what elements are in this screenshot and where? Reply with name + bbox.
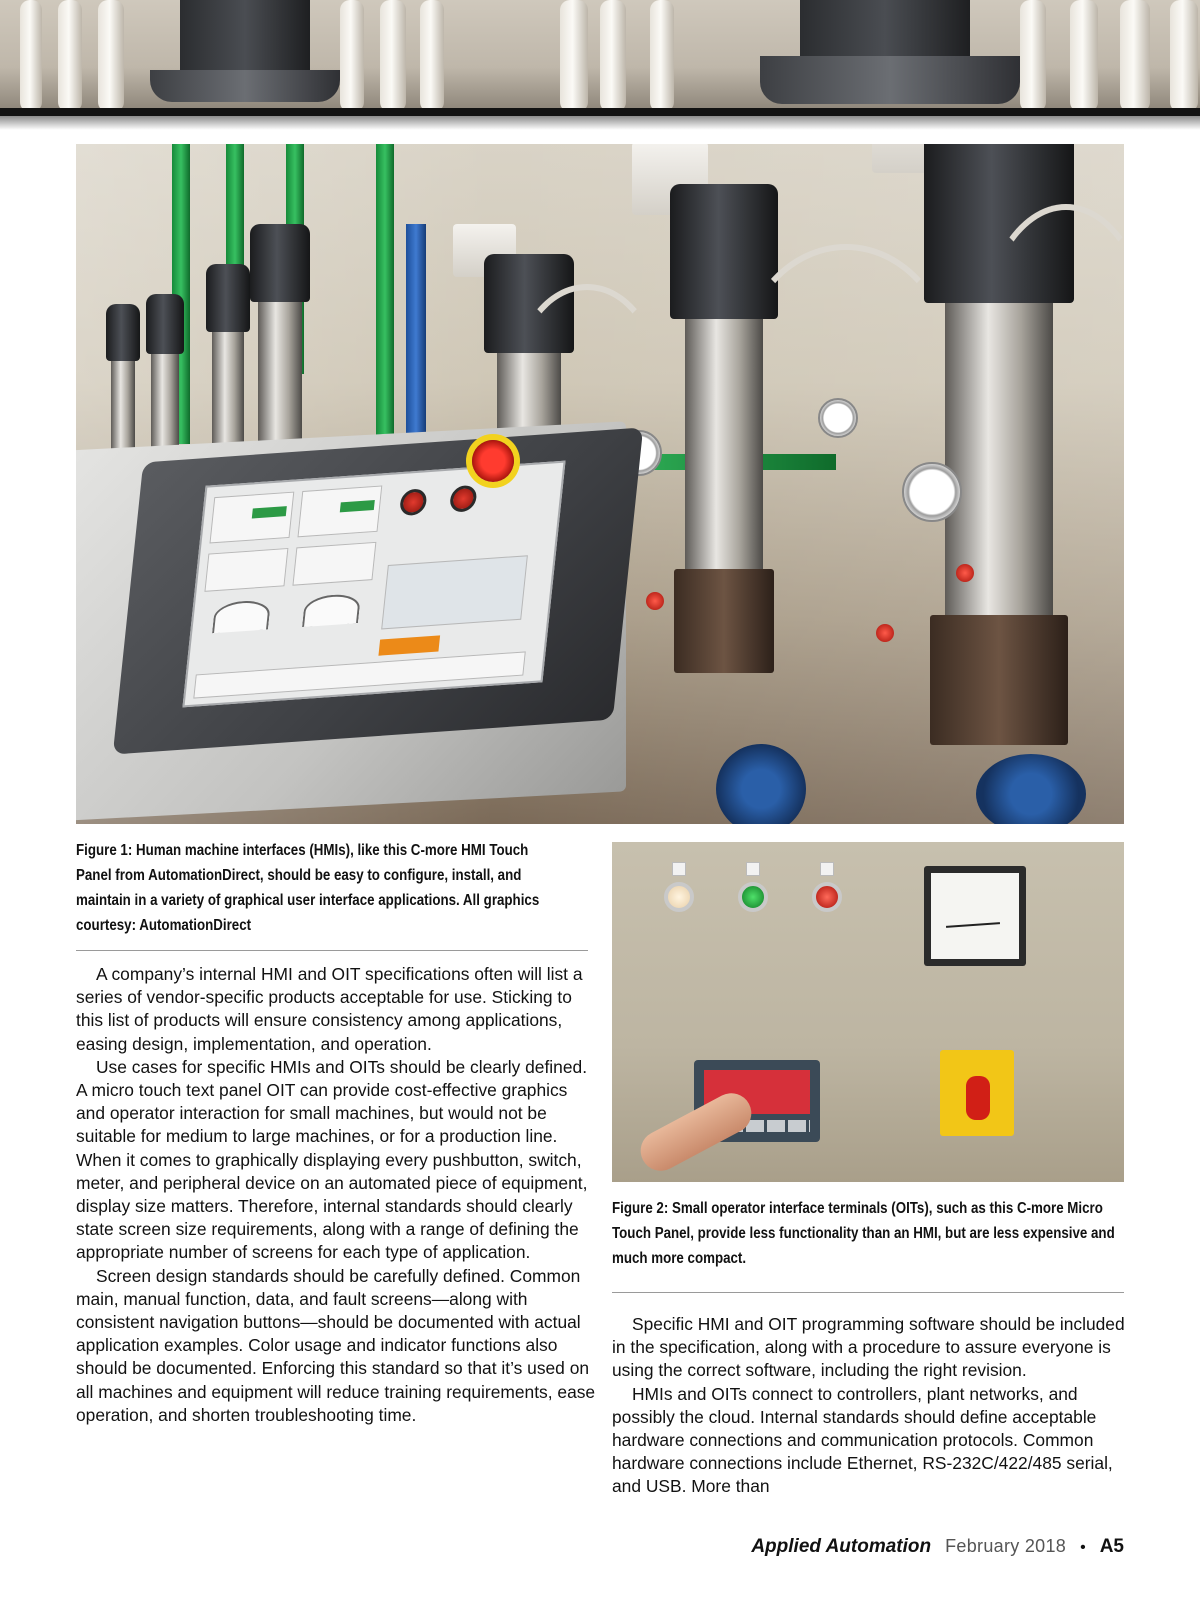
- issue-date: February 2018: [945, 1536, 1067, 1556]
- figure-2-caption: Figure 2: Small operator interface terminals (OITs), such as this C-more Micro Touch Panel, provide less functionality than an HMI, but are less expensive and much more compact.: [612, 1200, 1115, 1267]
- article-right-column: [612, 1313, 1132, 1499]
- caption-1-divider: [76, 950, 588, 951]
- page-number: A5: [1099, 1536, 1124, 1557]
- caption-2-divider: [612, 1292, 1124, 1293]
- article-left-column: [76, 963, 596, 1427]
- banner-divider: [0, 108, 1200, 116]
- paragraph: Specific HMI and OIT programming software should be included in the specification, along with a procedure to assure everyone is using the correct software, including the right revision.: [612, 1314, 1125, 1381]
- figure-1-photo: [76, 144, 1124, 824]
- top-banner-photo: [0, 0, 1200, 112]
- publication-name: Applied Automation: [751, 1536, 932, 1557]
- paragraph: A company’s internal HMI and OIT specifications often will list a series of vendor-specific products acceptable for use. Sticking to this list of products will ensure consistency among applications, easing design, implementation, and operation.: [76, 964, 583, 1054]
- paragraph: Screen design standards should be carefully defined. Common main, manual function, data, and fault screens—along with consistent navigation buttons—should be documented with actual application examples. Color usage and indicator functions also should be documented. Enforcing this standard so that it’s used on all machines and equipment will reduce training requirements, ease operation, and shorten troubleshooting time.: [76, 1265, 596, 1425]
- footer-separator: •: [1080, 1539, 1086, 1556]
- paragraph: HMIs and OITs connect to controllers, plant networks, and possibly the cloud. Internal standards should define acceptable hardware connections and communication protocols. Common hardware connections include Ethernet, RS-232C/422/485 serial, and USB. More than: [612, 1383, 1113, 1497]
- figure-2-photo: [612, 842, 1124, 1182]
- figure-1-caption: Figure 1: Human machine interfaces (HMIs), like this C-more HMI Touch Panel from AutomationDirect, should be easy to configure, install, and maintain in a variety of graphical user interface applications. All graphics courtesy: AutomationDirect: [76, 842, 540, 934]
- paragraph: Use cases for specific HMIs and OITs should be clearly defined. A micro touch text panel OIT can provide cost-effective graphics and operator interaction for small machines, but would not be suitable for medium to large machines, or for a production line. When it comes to graphically displaying every pushbutton, switch, meter, and peripheral device on an automated piece of equipment, display size matters. Therefore, internal standards should clearly state screen size requirements, along with a range of defining the appropriate number of screens for each type of application.: [76, 1056, 588, 1263]
- banner-shadow: [0, 116, 1200, 130]
- page-footer: [751, 1536, 1124, 1564]
